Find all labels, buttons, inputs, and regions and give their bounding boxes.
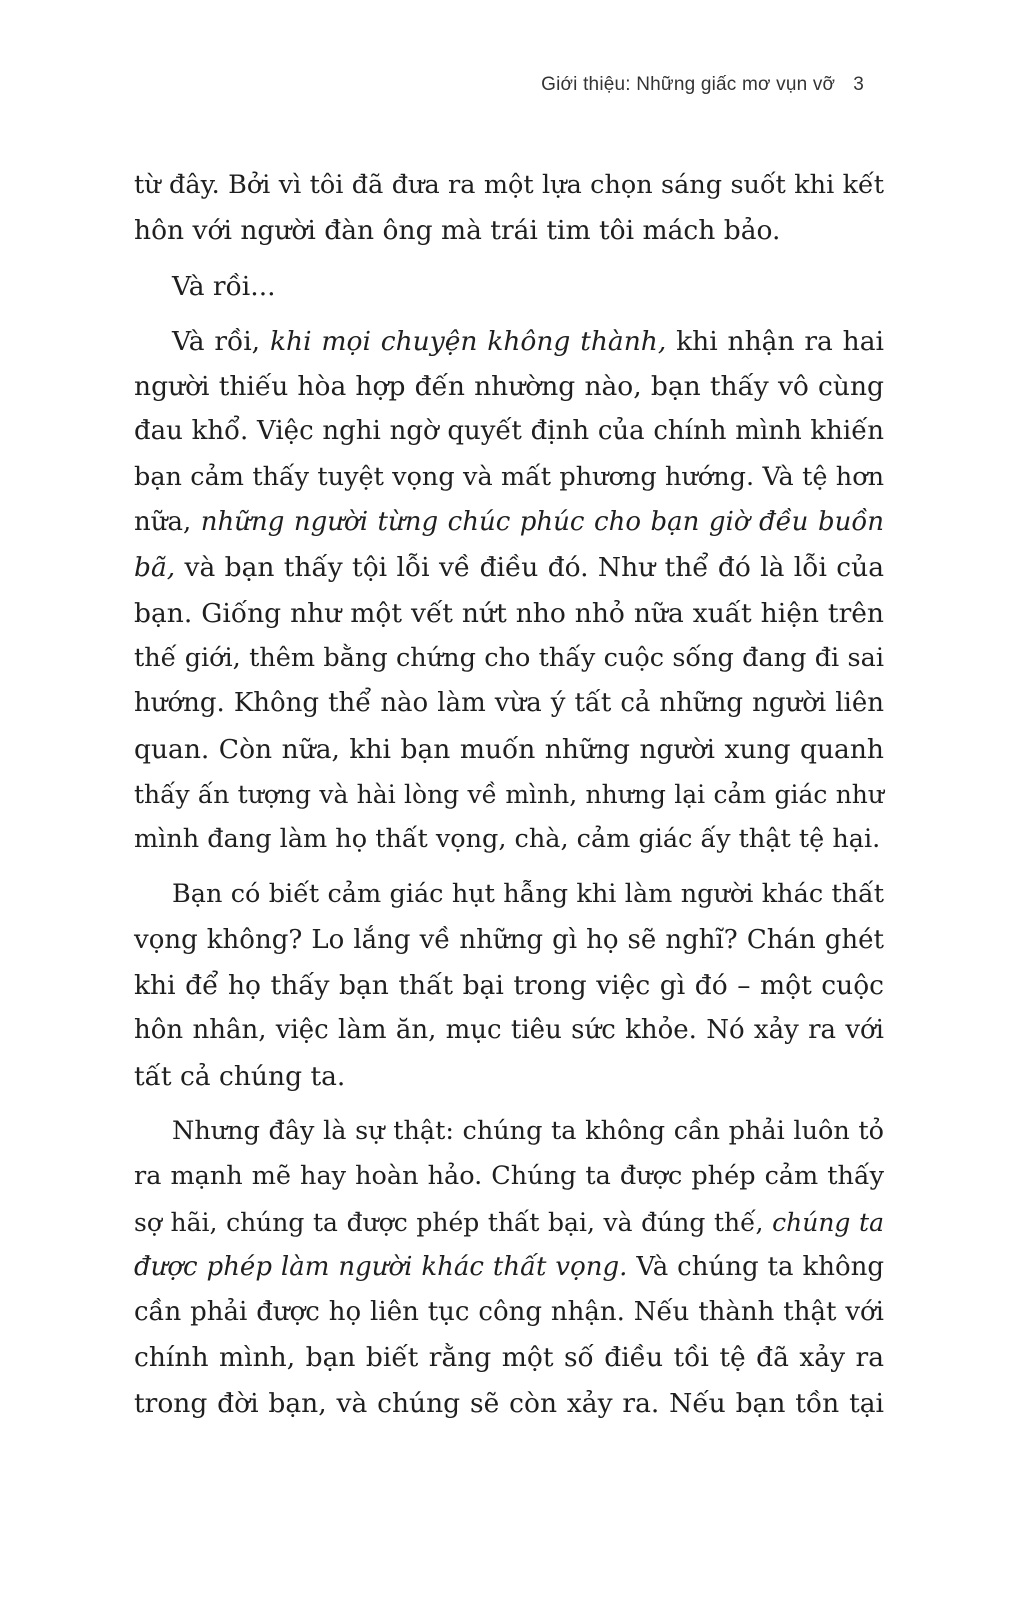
text-line: bạn. Giống như một vết nứt nho nhỏ nữa xuất hiện trên [134, 597, 884, 629]
text-line [134, 545, 884, 590]
text-line: hôn nhân, việc làm ăn, mục tiêu sức khỏe. Nó xảy ra với [134, 1015, 884, 1046]
text-line [134, 500, 884, 545]
text-line: Bạn có biết cảm giác hụt hẫng khi làm người khác thất [172, 879, 884, 910]
italic-segment: chúng ta [772, 1207, 884, 1237]
paragraph [134, 1109, 884, 1426]
text-line: từ đây. Bởi vì tôi đã đưa ra một lựa chọn sáng suốt khi kết [134, 170, 884, 200]
text-line: tất cả chúng ta. [134, 1060, 346, 1092]
text-segment: Và rồi, [172, 325, 270, 357]
text-line: hôn với người đàn ông mà trái tim tôi mách bảo. [134, 215, 781, 247]
text-line: người thiếu hòa hợp đến nhường nào, bạn thấy vô cùng [134, 371, 884, 403]
text-line [134, 319, 884, 364]
running-header [541, 74, 864, 96]
body-text [134, 163, 884, 1426]
italic-segment: bã, [134, 552, 176, 584]
text-line: khi để họ thấy bạn thất bại trong việc gì đó – một cuộc [134, 970, 884, 1002]
text-line: quan. Còn nữa, khi bạn muốn những người xung quanh [134, 733, 884, 765]
text-segment: sợ hãi, chúng ta được phép thất bại, và đúng thế, [134, 1207, 773, 1237]
text-line: vọng không? Lo lắng về những gì họ sẽ nghĩ? Chán ghét [134, 924, 884, 955]
text-line: cần phải được họ liên tục công nhận. Nếu thành thật với [134, 1297, 884, 1328]
text-segment: khi nhận ra hai [666, 325, 884, 357]
paragraph [134, 872, 884, 1098]
text-segment: Và chúng ta không [627, 1251, 884, 1282]
text-line: đau khổ. Việc nghi ngờ quyết định của chính mình khiến [134, 416, 884, 447]
chapter-title: Giới thiệu: Những giấc mơ vụn vỡ [541, 74, 836, 95]
text-line: Và rồi... [172, 270, 276, 302]
text-line: Nhưng đây là sự thật: chúng ta không cần phải luôn tỏ [172, 1115, 884, 1146]
paragraph [134, 319, 884, 863]
paragraph [134, 163, 884, 254]
italic-segment: những người từng chúc phúc cho bạn giờ đều buồn [200, 507, 884, 538]
italic-segment: được phép làm người khác thất vọng. [134, 1251, 628, 1282]
page-number: 3 [853, 74, 864, 95]
text-line: mình đang làm họ thất vọng, chà, cảm giác ấy thật tệ hại. [134, 824, 881, 855]
text-line: hướng. Không thể nào làm vừa ý tất cả những người liên [134, 688, 884, 719]
text-line [134, 1200, 884, 1245]
text-line: ra mạnh mẽ hay hoàn hảo. Chúng ta được phép cảm thấy [134, 1161, 884, 1192]
paragraph [134, 264, 884, 309]
text-line: thấy ấn tượng và hài lòng về mình, nhưng lại cảm giác như [134, 779, 884, 809]
text-line: trong đời bạn, và chúng sẽ còn xảy ra. Nếu bạn tồn tại [134, 1387, 884, 1419]
text-line: chính mình, bạn biết rằng một số điều tồi tệ đã xảy ra [134, 1342, 884, 1374]
italic-segment: khi mọi chuyện không thành, [269, 325, 667, 357]
text-segment: và bạn thấy tội lỗi về điều đó. Như thể đó là lỗi của [175, 552, 884, 584]
text-line: bạn cảm thấy tuyệt vọng và mất phương hướng. Và tệ hơn [134, 461, 884, 492]
text-line: thế giới, thêm bằng chứng cho thấy cuộc sống đang đi sai [134, 642, 884, 673]
text-segment: nữa, [134, 507, 201, 538]
text-line [134, 1245, 884, 1290]
